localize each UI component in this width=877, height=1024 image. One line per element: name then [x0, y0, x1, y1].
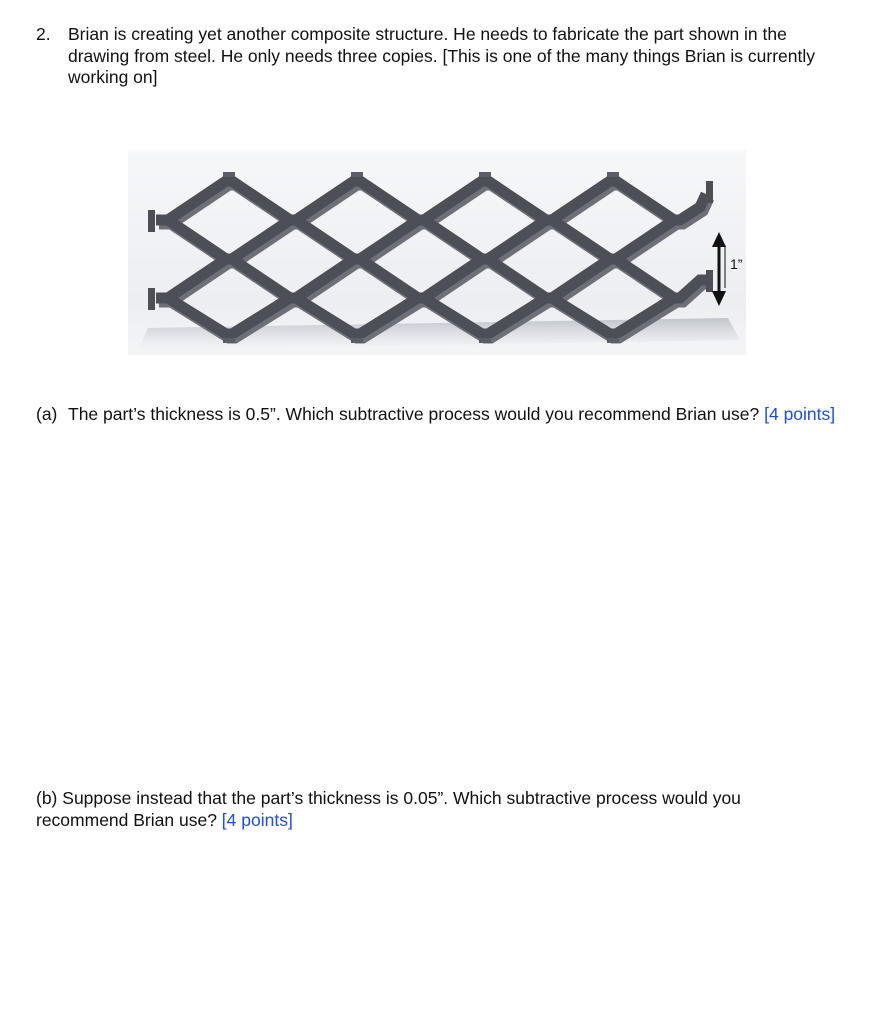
part-b-label: (b): [36, 788, 58, 808]
question-part-a: [36, 404, 851, 426]
question-part-b: [36, 788, 836, 831]
part-a-prompt: The part’s thickness is 0.5”. Which subtractive process would you recommend Brian use?: [68, 404, 760, 424]
question-number: 2.: [36, 24, 51, 44]
part-b-points: [4 points]: [221, 809, 293, 830]
question-prompt: Brian is creating yet another composite structure. He needs to fabricate the part shown in the drawing from steel. He only needs three copies. [This is one of the many things Brian is currently working on]: [68, 24, 816, 87]
dimension-label: 1”: [730, 256, 743, 272]
part-a-text: [68, 404, 851, 426]
question-2: [36, 24, 851, 89]
part-a-points: [4 points]: [764, 404, 836, 424]
part-a-label: (a): [36, 404, 58, 424]
part-b-prompt: Suppose instead that the part’s thickness is 0.05”. Which subtractive process would you recommend Brian use?: [36, 788, 741, 830]
lattice-part-drawing: [128, 150, 746, 355]
lattice-part-figure: [128, 150, 746, 355]
